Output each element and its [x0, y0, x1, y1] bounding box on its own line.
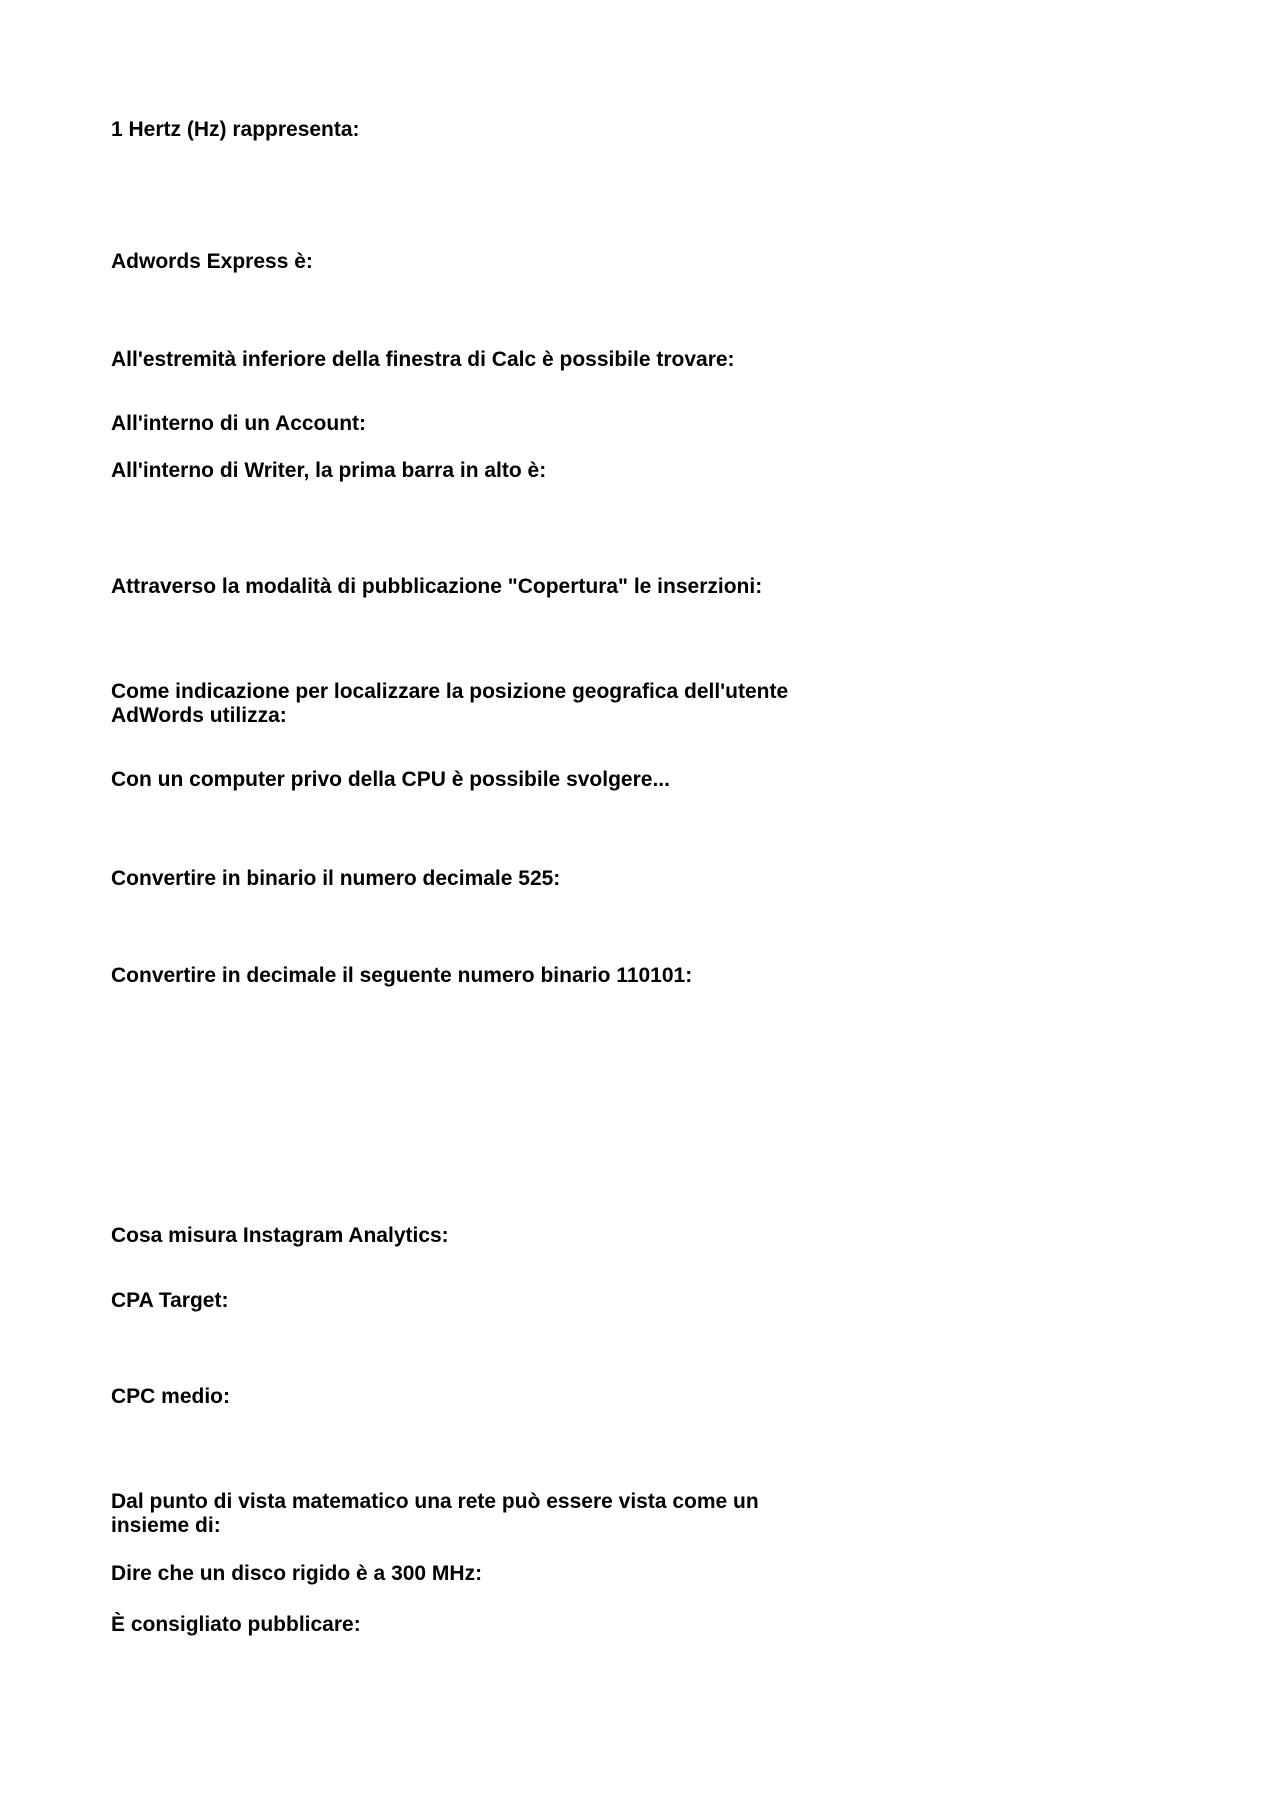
question-2: Adwords Express è: [111, 250, 313, 273]
question-16: È consigliato pubblicare: [111, 1613, 361, 1636]
question-6: Attraverso la modalità di pubblicazione "Copertura" le inserzioni: [111, 575, 763, 598]
question-10: Convertire in decimale il seguente numero binario 110101: [111, 964, 693, 987]
question-14: Dal punto di vista matematico una rete può essere vista come un insieme di: [111, 1490, 759, 1537]
question-13: CPC medio: [111, 1385, 231, 1408]
question-15: Dire che un disco rigido è a 300 MHz: [111, 1562, 483, 1585]
question-11: Cosa misura Instagram Analytics: [111, 1224, 449, 1247]
question-12: CPA Target: [111, 1289, 229, 1312]
question-1: 1 Hertz (Hz) rappresenta: [111, 118, 360, 141]
question-5: All'interno di Writer, la prima barra in alto è: [111, 459, 547, 482]
question-9: Convertire in binario il numero decimale 525: [111, 867, 561, 890]
question-8: Con un computer privo della CPU è possibile svolgere... [111, 768, 670, 791]
question-3: All'estremità inferiore della finestra di Calc è possibile trovare: [111, 348, 735, 371]
question-7: Come indicazione per localizzare la posizione geografica dell'utente AdWords utilizza: [111, 680, 789, 727]
question-4: All'interno di un Account: [111, 412, 367, 435]
